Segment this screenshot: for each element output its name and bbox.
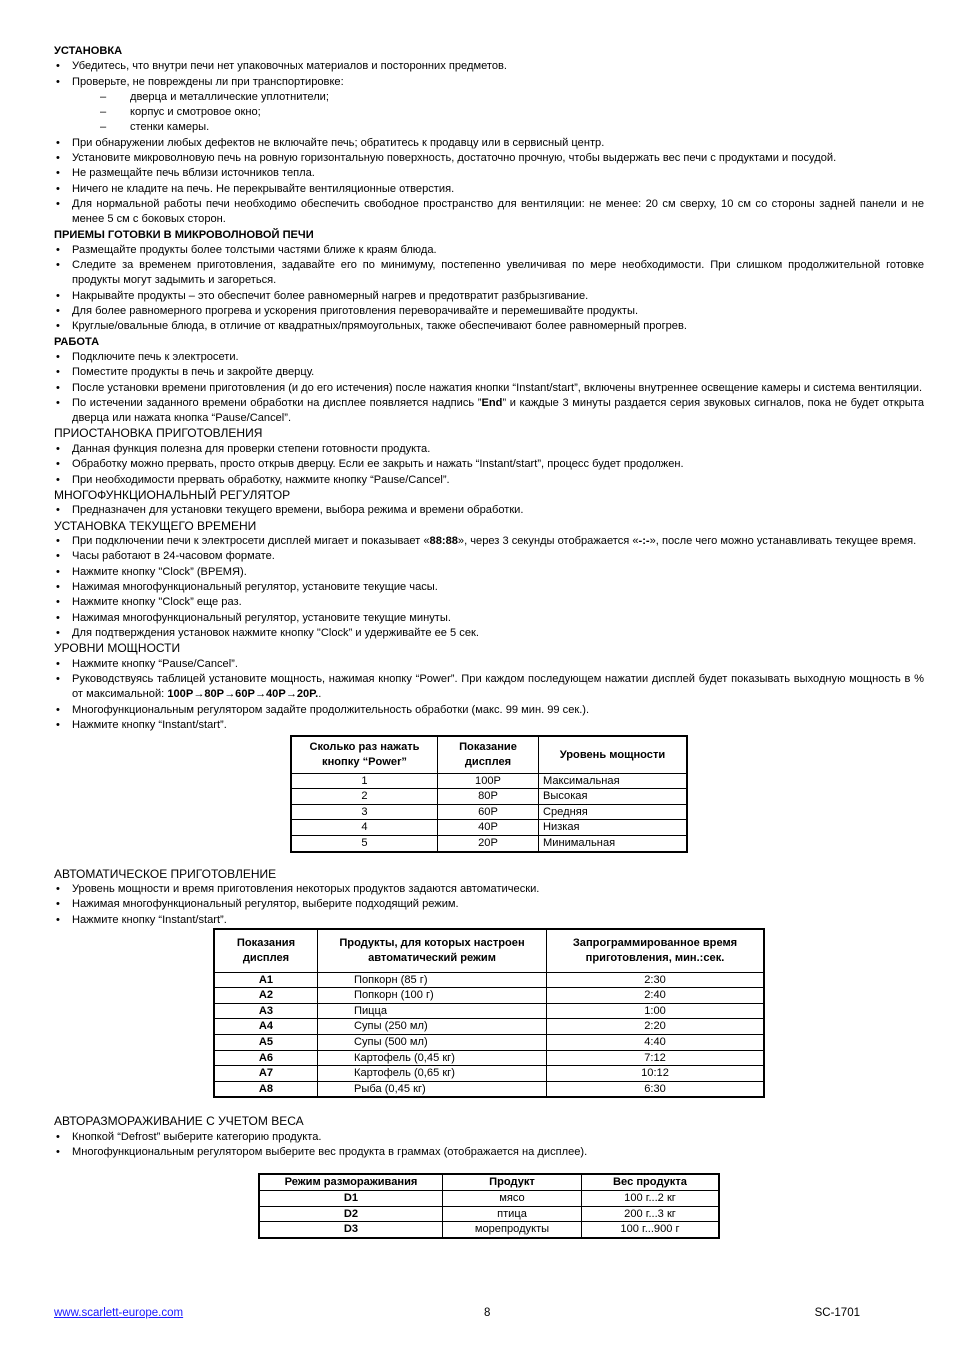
list-item-text: . — [318, 688, 322, 701]
table-cell: 1:00 — [547, 1003, 765, 1019]
defrost-list — [54, 1130, 924, 1161]
sub-list — [72, 90, 924, 136]
table-cell: Максимальная — [539, 773, 688, 789]
list-item: • Нажмите кнопку "Clock” (ВРЕМЯ). — [54, 565, 924, 580]
list-item-text: По истечении заданного времени обработки на дисплее появляется надпись ” — [72, 396, 482, 409]
table-row — [291, 804, 687, 820]
auto-table-body — [214, 972, 764, 1097]
power-sequence: 100P→80P→60P→40P→20P. — [167, 688, 319, 701]
list-item: • Нажмите кнопку “Instant/start”. — [54, 718, 924, 733]
table-cell: 3 — [291, 804, 438, 820]
list-item: • Нажимая многофункциональный регулятор, установите текущие минуты. — [54, 611, 924, 626]
table-cell: 4:40 — [547, 1034, 765, 1050]
table-cell: 10:12 — [547, 1066, 765, 1082]
defrost-table-body — [259, 1190, 719, 1237]
methods-list — [54, 243, 924, 335]
table-row — [291, 773, 687, 789]
table-cell: Средняя — [539, 804, 688, 820]
table-cell: Рыба (0,45 кг) — [318, 1081, 547, 1097]
table-cell: 200 г...3 кг — [582, 1206, 720, 1222]
table-row — [291, 789, 687, 805]
page-footer — [54, 1307, 860, 1319]
list-item: • Нажмите кнопку “Pause/Cancel”. — [54, 657, 924, 672]
power-list — [54, 657, 924, 733]
table-row — [291, 836, 687, 852]
table-row — [214, 1003, 764, 1019]
list-item: • После установки времени приготовления (и до его истечения) после нажатия кнопки “Instant/start”, включены внутреннее освещение камеры и система вентиляции. — [54, 381, 924, 396]
table-header: Показания дисплея — [214, 929, 318, 972]
table-cell: 7:12 — [547, 1050, 765, 1066]
power-table-body — [291, 773, 687, 851]
list-item: • Нажмите кнопку “Instant/start”. — [54, 913, 924, 928]
list-item: • Уровень мощности и время приготовления некоторых продуктов задаются автоматически. — [54, 882, 924, 897]
knob-list — [54, 503, 924, 518]
table-header: Показание дисплея — [438, 736, 539, 773]
power-table — [290, 735, 688, 852]
table-cell: 2 — [291, 789, 438, 805]
list-item: • Ничего не кладите на печь. Не перекрывайте вентиляционные отверстия. — [54, 182, 924, 197]
table-cell: морепродукты — [443, 1222, 582, 1238]
list-item-text: При подключении печи к электросети дисплей мигает и показывает « — [72, 535, 430, 548]
section-title-defrost: АВТОРАЗМОРАЖИВАНИЕ С УЧЕТОМ ВЕСА — [54, 1114, 304, 1129]
list-item: • Накрывайте продукты – это обеспечит более равномерный нагрев и предотвратит разбрызгивание. — [54, 289, 924, 304]
list-item-text: Руководствуясь таблицей установите мощность, нажимая кнопку “Power”. При каждом последующем нажатии дисплей будет показывать выходную мощность в % от максимальной: — [72, 672, 924, 701]
list-item: • Для подтверждения установок нажмите кнопку "Clock” и удерживайте ее 5 сек. — [54, 626, 924, 641]
table-row — [214, 1019, 764, 1035]
table-cell: A6 — [214, 1050, 318, 1066]
list-item: • Нажимая многофункциональный регулятор, выберите подходящий режим. — [54, 897, 924, 912]
table-cell: D2 — [259, 1206, 443, 1222]
sub-list-item: – корпус и смотровое окно; — [100, 105, 924, 120]
table-cell: Низкая — [539, 820, 688, 836]
section-title-power: УРОВНИ МОЩНОСТИ — [54, 641, 181, 656]
list-item: • Размещайте продукты более толстыми частями ближе к краям блюда. — [54, 243, 924, 258]
sub-list-item: – дверца и металлические уплотнители; — [100, 90, 924, 105]
section-title-methods: ПРИЕМЫ ГОТОВКИ В МИКРОВОЛНОВОЙ ПЕЧИ — [54, 228, 314, 241]
table-row — [259, 1190, 719, 1206]
clock-list — [54, 534, 924, 641]
list-item: • Данная функция полезна для проверки степени готовности продукта. — [54, 442, 924, 457]
list-item-text: ” и каждые 3 минуты раздается серия звуковых сигналов, пока не будет открыта дверца или нажата кнопка “Pause/Cancel”. — [72, 396, 924, 425]
table-cell: 6:30 — [547, 1081, 765, 1097]
list-item — [54, 396, 924, 427]
list-item: • Обработку можно прервать, просто открыв дверцу. Если ее закрыть и нажать “Instant/start”, процесс будет продолжен. — [54, 457, 924, 472]
work-list — [54, 350, 924, 426]
table-cell: 100 г...2 кг — [582, 1190, 720, 1206]
list-item — [54, 672, 924, 703]
table-cell: Картофель (0,45 кг) — [318, 1050, 547, 1066]
table-cell: 80P — [438, 789, 539, 805]
auto-table — [213, 928, 765, 1098]
table-cell: 1 — [291, 773, 438, 789]
list-item — [54, 75, 924, 136]
list-item: • Для более равномерного прогрева и ускорения приготовления переворачивайте и перемешивайте продукты. — [54, 304, 924, 319]
list-item — [54, 534, 924, 549]
list-item: • При необходимости прервать обработку, нажмите кнопку “Pause/Cancel”. — [54, 473, 924, 488]
list-item: • Кнопкой “Defrost” выберите категорию продукта. — [54, 1130, 924, 1145]
list-item: • При обнаружении любых дефектов не включайте печь; обратитесь к продавцу или в сервисный центр. — [54, 136, 924, 151]
section-title-clock: УСТАНОВКА ТЕКУЩЕГО ВРЕМЕНИ — [54, 518, 257, 533]
table-cell: A2 — [214, 988, 318, 1004]
table-row — [291, 820, 687, 836]
table-row — [214, 988, 764, 1004]
table-header: Сколько раз нажать кнопку “Power” — [291, 736, 438, 773]
page-number: 8 — [484, 1307, 491, 1319]
table-cell: 2:40 — [547, 988, 765, 1004]
defrost-table — [258, 1173, 720, 1238]
table-cell: 2:20 — [547, 1019, 765, 1035]
table-cell: A4 — [214, 1019, 318, 1035]
table-cell: A8 — [214, 1081, 318, 1097]
list-item: • Круглые/овальные блюда, в отличие от квадратных/прямоугольных, также обеспечивают более равномерный прогрев. — [54, 319, 924, 334]
display-value: 88:88 — [429, 535, 458, 548]
sub-list-item: – стенки камеры. — [100, 120, 924, 135]
website-link[interactable]: www.scarlett-europe.com — [54, 1307, 184, 1319]
table-row — [259, 1206, 719, 1222]
list-item: • Предназначен для установки текущего времени, выбора режима и времени обработки. — [54, 503, 924, 518]
table-cell: A7 — [214, 1066, 318, 1082]
table-row — [214, 972, 764, 988]
table-header: Запрограммированное время приготовления, мин.:сек. — [547, 929, 765, 972]
section-title-work: РАБОТА — [54, 335, 100, 348]
table-header: Продукт — [443, 1174, 582, 1190]
list-item: • Поместите продукты в печь и закройте дверцу. — [54, 365, 924, 380]
table-cell: 40P — [438, 820, 539, 836]
list-item: • Нажимая многофункциональный регулятор, установите текущие часы. — [54, 580, 924, 595]
table-cell: птица — [443, 1206, 582, 1222]
table-cell: 4 — [291, 820, 438, 836]
table-cell: A1 — [214, 972, 318, 988]
table-header: Вес продукта — [582, 1174, 720, 1190]
list-item: • Установите микроволновую печь на ровную горизонтальную поверхность, достаточно прочную, чтобы выдержать вес печи с продуктами и посудой. — [54, 151, 924, 166]
table-cell: 20P — [438, 836, 539, 852]
list-item-text: », через 3 секунды отображается « — [457, 535, 639, 548]
table-header: Продукты, для которых настроен автоматический режим — [318, 929, 547, 972]
table-row — [214, 1081, 764, 1097]
table-row — [214, 1050, 764, 1066]
list-item: • Многофункциональным регулятором выберите вес продукта в граммах (отображается на дисплее). — [54, 1145, 924, 1160]
table-cell: 2:30 — [547, 972, 765, 988]
list-item: • Многофункциональным регулятором задайте продолжительность обработки (макс. 99 мин. 99 сек.). — [54, 703, 924, 718]
table-row — [259, 1222, 719, 1238]
table-row — [214, 1034, 764, 1050]
table-cell: Пицца — [318, 1003, 547, 1019]
list-item: • Нажмите кнопку "Clock” еще раз. — [54, 595, 924, 610]
model-number: SC-1701 — [814, 1307, 860, 1319]
section-title-pause: ПРИОСТАНОВКА ПРИГОТОВЛЕНИЯ — [54, 426, 263, 441]
auto-list — [54, 882, 924, 928]
table-cell: Супы (250 мл) — [318, 1019, 547, 1035]
table-header: Режим размораживания — [259, 1174, 443, 1190]
table-cell: 100P — [438, 773, 539, 789]
table-cell: 100 г...900 г — [582, 1222, 720, 1238]
table-cell: Попкорн (85 г) — [318, 972, 547, 988]
table-cell: 60P — [438, 804, 539, 820]
list-item: • Подключите печь к электросети. — [54, 350, 924, 365]
table-cell: Картофель (0,65 кг) — [318, 1066, 547, 1082]
end-label: End — [481, 396, 503, 409]
table-cell: A5 — [214, 1034, 318, 1050]
table-cell: D3 — [259, 1222, 443, 1238]
table-cell: Минимальная — [539, 836, 688, 852]
table-cell: мясо — [443, 1190, 582, 1206]
table-cell: 5 — [291, 836, 438, 852]
section-title-install: УСТАНОВКА — [54, 45, 123, 57]
table-cell: D1 — [259, 1190, 443, 1206]
list-item-text: Проверьте, не повреждены ли при транспортировке: — [72, 75, 344, 88]
table-cell: A3 — [214, 1003, 318, 1019]
list-item-text: », после чего можно устанавливать текущее время. — [649, 535, 917, 548]
list-item: • Убедитесь, что внутри печи нет упаковочных материалов и посторонних предметов. — [54, 59, 924, 74]
table-cell: Супы (500 мл) — [318, 1034, 547, 1050]
table-header: Уровень мощности — [539, 736, 688, 773]
table-row — [214, 1066, 764, 1082]
table-cell: Попкорн (100 г) — [318, 988, 547, 1004]
document-body — [54, 44, 924, 1239]
section-title-auto: АВТОМАТИЧЕСКОЕ ПРИГОТОВЛЕНИЕ — [54, 866, 277, 881]
display-value: -:- — [638, 535, 650, 548]
pause-list — [54, 442, 924, 488]
list-item: • Следите за временем приготовления, задавайте его по минимуму, постепенно увеличивая по мере необходимости. При слишком продолжительной готовке продукты могут задымить и загореться. — [54, 258, 924, 289]
table-cell: Высокая — [539, 789, 688, 805]
list-item: • Часы работают в 24-часовом формате. — [54, 549, 924, 564]
install-list — [54, 59, 924, 227]
list-item: • Не размещайте печь вблизи источников тепла. — [54, 166, 924, 181]
list-item: • Для нормальной работы печи необходимо обеспечить свободное пространство для вентиляции: не менее: 20 см сверху, 10 см со стороны задней панели и не менее 5 см с боковых сторон. — [54, 197, 924, 228]
section-title-knob: МНОГОФУНКЦИОНАЛЬНЫЙ РЕГУЛЯТОР — [54, 487, 291, 502]
